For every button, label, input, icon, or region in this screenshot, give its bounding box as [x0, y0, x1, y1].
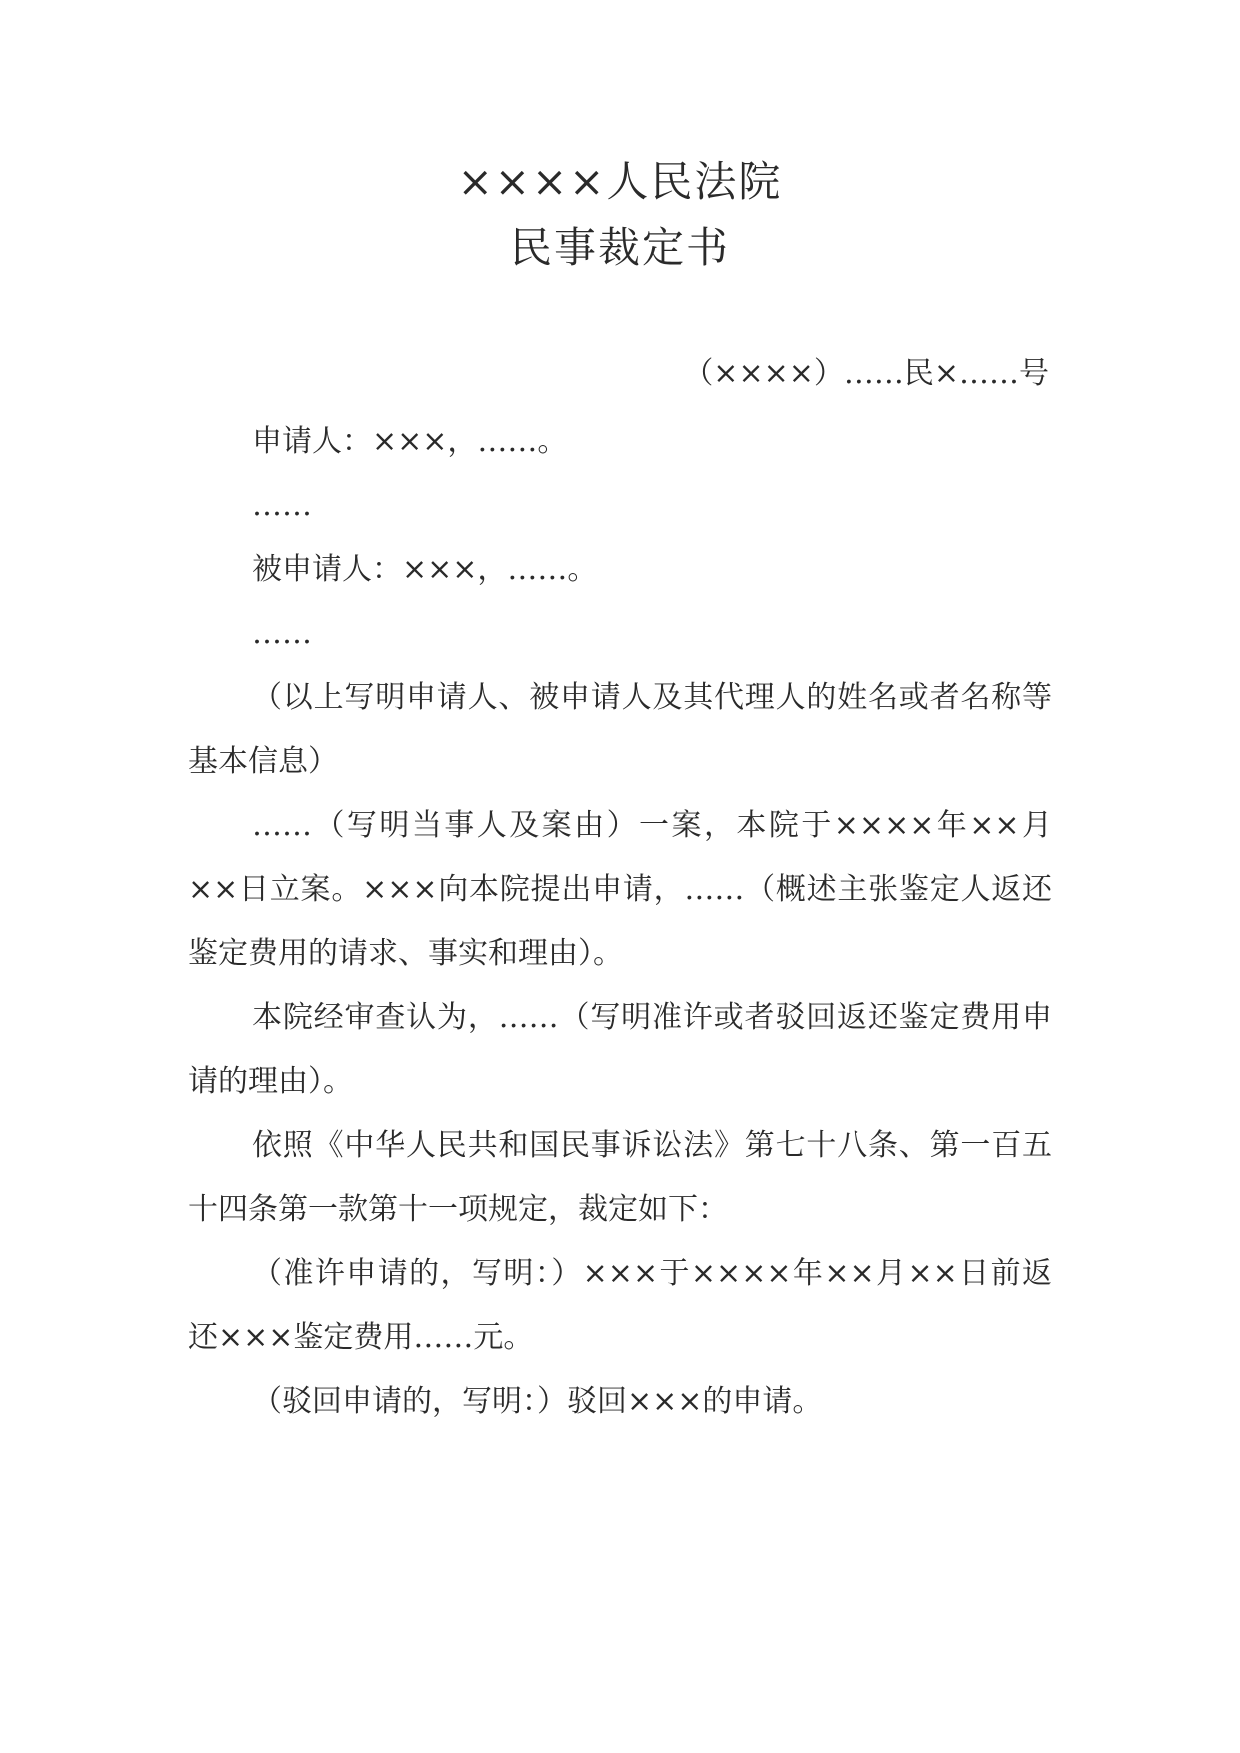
rejection-ruling-paragraph: （驳回申请的，写明：）驳回×××的申请。 — [252, 1384, 823, 1419]
document-body — [188, 410, 1052, 1434]
approval-ruling-paragraph: （准许申请的，写明：）×××于××××年××月××日前返还×××鉴定费用……元。 — [188, 1256, 1052, 1355]
court-name-title: ××××人民法院 — [457, 157, 783, 206]
applicant-ellipsis: …… — [252, 488, 312, 523]
respondent-ellipsis: …… — [252, 616, 312, 651]
party-info-note: （以上写明申请人、被申请人及其代理人的姓名或者名称等基本信息） — [188, 680, 1052, 779]
applicant-paragraph: 申请人：×××，……。 — [252, 424, 568, 459]
case-background-paragraph: ……（写明当事人及案由）一案，本院于××××年××月××日立案。×××向本院提出申请，……（概述主张鉴定人返还鉴定费用的请求、事实和理由）。 — [188, 808, 1052, 971]
legal-basis-paragraph: 依照《中华人民共和国民事诉讼法》第七十八条、第一百五十四条第一款第十一项规定，裁定如下： — [188, 1128, 1052, 1227]
respondent-paragraph: 被申请人：×××，……。 — [252, 552, 598, 587]
case-number: （××××）……民×……号 — [683, 356, 1049, 391]
court-review-paragraph: 本院经审查认为，……（写明准许或者驳回返还鉴定费用申请的理由）。 — [188, 1000, 1052, 1099]
document-type-title: 民事裁定书 — [509, 223, 730, 272]
